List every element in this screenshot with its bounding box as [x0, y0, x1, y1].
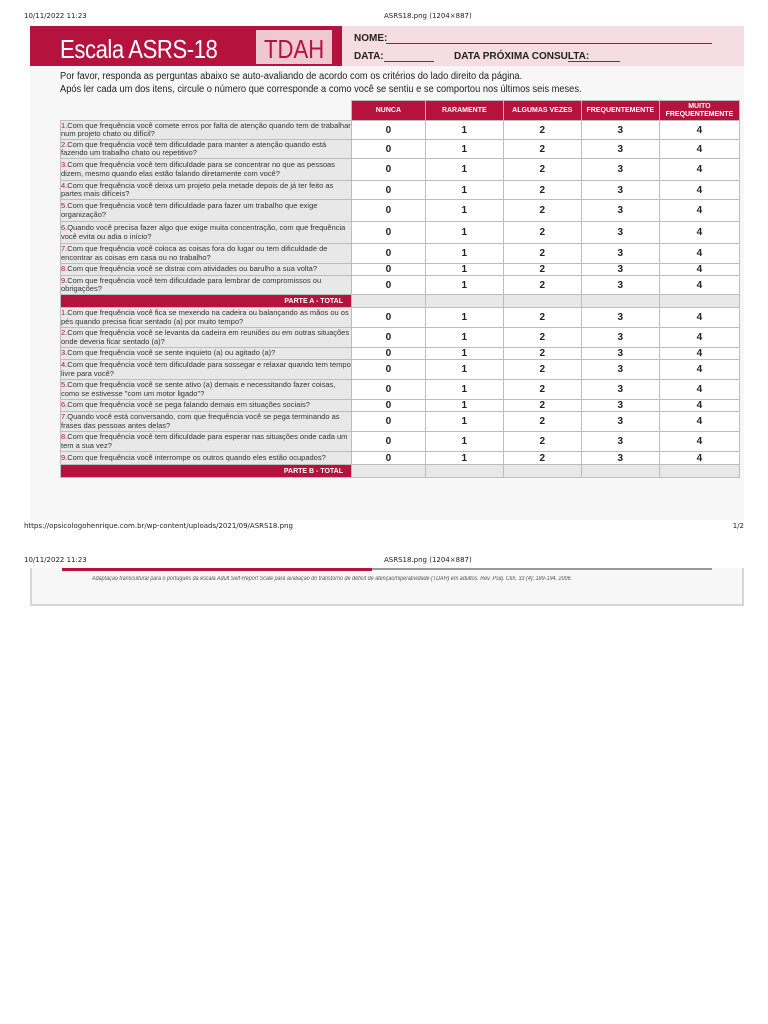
instructions — [60, 70, 740, 96]
question-row — [61, 181, 740, 200]
header-spacer — [61, 101, 352, 121]
score-option[interactable]: 1 — [425, 264, 503, 276]
score-option[interactable]: 1 — [425, 159, 503, 181]
score-option[interactable]: 1 — [425, 412, 503, 432]
score-option[interactable]: 0 — [352, 360, 426, 380]
score-option[interactable]: 4 — [659, 222, 739, 244]
question-row — [61, 244, 740, 264]
question-row — [61, 276, 740, 295]
question-row — [61, 308, 740, 328]
score-option[interactable]: 4 — [659, 276, 739, 295]
data-label: DATA: — [354, 51, 384, 62]
question-label: Com que frequência você comete erros por falta de atenção quando tem de trabalhar num projeto chato ou difícil? — [61, 120, 351, 138]
score-option[interactable]: 3 — [581, 348, 659, 360]
question-text — [61, 200, 352, 222]
question-label: Com que frequência você interrompe os outros quando eles estão ocupados? — [67, 452, 326, 462]
print-url: https://opsicologohenrique.com.br/wp-content/uploads/2021/09/ASRS18.png — [24, 522, 293, 530]
score-option[interactable]: 3 — [581, 412, 659, 432]
score-option[interactable]: 3 — [581, 400, 659, 412]
question-number: 3. — [61, 160, 68, 169]
score-option[interactable]: 2 — [503, 159, 581, 181]
total-cell[interactable] — [503, 465, 581, 478]
score-option[interactable]: 0 — [352, 432, 426, 452]
score-option[interactable]: 2 — [503, 244, 581, 264]
question-number: 9. — [61, 275, 68, 285]
score-option[interactable]: 2 — [503, 400, 581, 412]
question-number: 3. — [61, 348, 68, 358]
question-label: Com que frequência você tem dificuldade para sossegar e relaxar quando tem tempo livre para você? — [61, 360, 351, 378]
question-row — [61, 452, 740, 465]
score-option[interactable]: 0 — [352, 244, 426, 264]
score-option[interactable]: 2 — [503, 140, 581, 159]
score-option[interactable]: 2 — [503, 222, 581, 244]
score-option[interactable]: 3 — [581, 121, 659, 140]
score-option[interactable]: 4 — [659, 181, 739, 200]
score-option[interactable]: 4 — [659, 264, 739, 276]
part-b-total-row — [61, 465, 740, 478]
question-text — [61, 380, 352, 400]
score-option[interactable]: 0 — [352, 400, 426, 412]
score-option[interactable]: 4 — [659, 400, 739, 412]
total-cell[interactable] — [659, 295, 739, 308]
col-muito-frequentemente: MUITO FREQUENTEMENTE — [659, 101, 739, 121]
score-option[interactable]: 4 — [659, 412, 739, 432]
print-doc-title: ASRS18.png (1204×887) — [384, 12, 472, 20]
score-option[interactable]: 1 — [425, 181, 503, 200]
question-number: 9. — [61, 452, 68, 462]
question-label: Com que frequência você se sente inquieto (a) ou agitado (a)? — [67, 348, 276, 358]
header-row — [61, 101, 740, 121]
red-divider — [62, 568, 372, 571]
score-option[interactable]: 0 — [352, 452, 426, 465]
question-text — [61, 140, 352, 159]
score-option[interactable]: 3 — [581, 432, 659, 452]
asrs-table — [60, 100, 740, 478]
question-label: Com que frequência você tem dificuldade para esperar nas situações onde cada um tem a sua vez? — [61, 432, 348, 450]
total-cell[interactable] — [425, 295, 503, 308]
question-number: 8. — [61, 432, 68, 441]
question-number: 8. — [61, 264, 68, 274]
col-raramente: RARAMENTE — [425, 101, 503, 121]
score-option[interactable]: 4 — [659, 432, 739, 452]
question-label: Com que frequência você deixa um projeto pela metade depois de já ter feito as partes mais difíceis? — [61, 180, 334, 198]
question-number: 7. — [61, 244, 68, 253]
question-text — [61, 432, 352, 452]
question-row — [61, 328, 740, 348]
score-option[interactable]: 4 — [659, 348, 739, 360]
question-number: 4. — [61, 360, 68, 369]
score-option[interactable]: 3 — [581, 222, 659, 244]
score-option[interactable]: 2 — [503, 380, 581, 400]
question-label: Com que frequência você coloca as coisas fora do lugar ou tem dificuldade de encontrar as coisas em casa ou no trabalho? — [61, 244, 328, 262]
score-option[interactable]: 4 — [659, 328, 739, 348]
total-cell[interactable] — [581, 465, 659, 478]
score-option[interactable]: 3 — [581, 264, 659, 276]
total-cell[interactable] — [659, 465, 739, 478]
instructions-line-2: Após ler cada um dos itens, circule o número que corresponde a como você se sentiu e se comportou nos últimos seis meses. — [60, 84, 582, 95]
question-text — [61, 121, 352, 140]
question-text — [61, 348, 352, 360]
score-option[interactable]: 4 — [659, 452, 739, 465]
score-option[interactable]: 2 — [503, 121, 581, 140]
instructions-line-1: Por favor, responda as perguntas abaixo se auto-avaliando de acordo com os critérios do lado direito da página. — [60, 71, 523, 82]
question-text — [61, 308, 352, 328]
score-option[interactable]: 3 — [581, 276, 659, 295]
score-option[interactable]: 0 — [352, 140, 426, 159]
question-text — [61, 222, 352, 244]
question-label: Com que frequência você se pega falando demais em situações sociais? — [67, 400, 310, 410]
total-cell[interactable] — [503, 295, 581, 308]
score-option[interactable]: 4 — [659, 380, 739, 400]
asrs-form-sheet — [30, 26, 744, 520]
score-option[interactable]: 1 — [425, 432, 503, 452]
question-label: Com que frequência você tem dificuldade para se concentrar no que as pessoas dizem, mesmo quando elas estão falando diretamente com você? — [61, 160, 335, 178]
total-cell[interactable] — [425, 465, 503, 478]
question-label: Com que frequência você se distrai com atividades ou barulho a sua volta? — [67, 264, 317, 274]
score-option[interactable]: 2 — [503, 452, 581, 465]
score-option[interactable]: 0 — [352, 308, 426, 328]
question-row — [61, 159, 740, 181]
score-option[interactable]: 0 — [352, 222, 426, 244]
print-datetime: 10/11/2022 11:23 — [24, 556, 87, 564]
score-option[interactable]: 4 — [659, 121, 739, 140]
col-nunca: NUNCA — [352, 101, 426, 121]
score-option[interactable]: 1 — [425, 360, 503, 380]
score-option[interactable]: 2 — [503, 360, 581, 380]
score-option[interactable]: 3 — [581, 159, 659, 181]
data-field[interactable] — [384, 61, 434, 62]
score-option[interactable]: 0 — [352, 121, 426, 140]
total-cell[interactable] — [581, 295, 659, 308]
score-option[interactable]: 0 — [352, 412, 426, 432]
proxima-consulta-label: DATA PRÓXIMA CONSULTA: — [454, 51, 590, 62]
question-number: 2. — [61, 328, 68, 337]
score-option[interactable]: 4 — [659, 308, 739, 328]
question-row — [61, 140, 740, 159]
form-subtitle: TDAH — [264, 34, 325, 64]
question-number: 5. — [61, 380, 68, 389]
part-a-rows — [61, 121, 740, 295]
print-doc-title: ASRS18.png (1204×887) — [384, 556, 472, 564]
score-option[interactable]: 3 — [581, 380, 659, 400]
score-option[interactable]: 2 — [503, 412, 581, 432]
question-text — [61, 452, 352, 465]
total-cell[interactable] — [352, 295, 426, 308]
score-option[interactable]: 1 — [425, 276, 503, 295]
question-text — [61, 328, 352, 348]
score-option[interactable]: 2 — [503, 308, 581, 328]
question-text — [61, 244, 352, 264]
question-text — [61, 181, 352, 200]
score-option[interactable]: 2 — [503, 432, 581, 452]
question-text — [61, 412, 352, 432]
score-option[interactable]: 1 — [425, 308, 503, 328]
score-option[interactable]: 0 — [352, 264, 426, 276]
question-text — [61, 360, 352, 380]
score-option[interactable]: 0 — [352, 276, 426, 295]
score-option[interactable]: 3 — [581, 140, 659, 159]
question-row — [61, 264, 740, 276]
score-option[interactable]: 0 — [352, 200, 426, 222]
score-option[interactable]: 4 — [659, 244, 739, 264]
score-option[interactable]: 3 — [581, 328, 659, 348]
print-datetime: 10/11/2022 11:23 — [24, 12, 87, 20]
question-row — [61, 412, 740, 432]
question-number: 6. — [61, 223, 68, 232]
score-option[interactable]: 2 — [503, 328, 581, 348]
question-text — [61, 276, 352, 295]
part-b-rows — [61, 308, 740, 465]
question-text — [61, 264, 352, 276]
question-row — [61, 348, 740, 360]
form-sheet-continuation — [30, 568, 744, 606]
question-row — [61, 222, 740, 244]
score-option[interactable]: 0 — [352, 181, 426, 200]
print-page-number: 1/2 — [732, 522, 744, 530]
question-label: Com que frequência você se levanta da cadeira em reuniões ou em outras situações onde deveria ficar sentado (a)? — [61, 328, 350, 346]
score-option[interactable]: 3 — [581, 452, 659, 465]
score-option[interactable]: 4 — [659, 360, 739, 380]
question-label: Com que frequência você tem dificuldade para fazer um trabalho que exige organização? — [61, 201, 318, 219]
question-text — [61, 400, 352, 412]
score-option[interactable]: 1 — [425, 222, 503, 244]
score-option[interactable]: 2 — [503, 181, 581, 200]
score-option[interactable]: 1 — [425, 452, 503, 465]
question-number: 4. — [61, 180, 68, 190]
question-row — [61, 360, 740, 380]
question-label: Com que frequência você se sente ativo (a) demais e necessitando fazer coisas, como se estivesse "com um motor ligado"? — [61, 380, 336, 398]
question-number: 1. — [61, 120, 68, 130]
score-option[interactable]: 3 — [581, 200, 659, 222]
proxima-consulta-field[interactable] — [568, 61, 620, 62]
question-number: 6. — [61, 400, 68, 410]
question-row — [61, 380, 740, 400]
score-option[interactable]: 1 — [425, 244, 503, 264]
score-option[interactable]: 2 — [503, 264, 581, 276]
question-text — [61, 159, 352, 181]
question-number: 1. — [61, 308, 68, 317]
question-label: Com que frequência você tem dificuldade para manter a atenção quando está fazendo um trabalho chato ou repetitivo? — [61, 139, 327, 157]
question-label: Com que frequência você fica se mexendo na cadeira ou balançando as mãos ou os pés quando precisa ficar sentado (a) por muito tempo? — [61, 308, 349, 326]
score-option[interactable]: 3 — [581, 360, 659, 380]
question-row — [61, 121, 740, 140]
question-number: 7. — [61, 412, 68, 421]
citation: Adaptação transcultural para o português da escala Adult Self-Report Scale para avaliação do transtorno de déficit de atenção/hiperatividade (TDAH) em adultos. Rev. Psiq. Clín. 33 (4); 189-194, 2006. — [92, 576, 572, 582]
nome-label: NOME: — [354, 33, 388, 44]
question-label: Quando você está conversando, com que frequência você se pega terminando as frases das pessoas antes delas? — [61, 412, 340, 430]
score-option[interactable]: 4 — [659, 159, 739, 181]
question-label: Com que frequência você tem dificuldade para lembrar de compromissos ou obrigações? — [61, 275, 322, 293]
score-option[interactable]: 2 — [503, 276, 581, 295]
question-label: Quando você precisa fazer algo que exige muita concentração, com que frequência você evita ou adia o início? — [61, 223, 346, 241]
score-option[interactable]: 1 — [425, 121, 503, 140]
col-algumas-vezes: ALGUMAS VEZES — [503, 101, 581, 121]
score-option[interactable]: 0 — [352, 348, 426, 360]
score-option[interactable]: 2 — [503, 200, 581, 222]
gray-divider — [372, 568, 712, 570]
question-number: 5. — [61, 201, 68, 210]
score-option[interactable]: 1 — [425, 400, 503, 412]
score-option[interactable]: 1 — [425, 140, 503, 159]
part-a-total-row — [61, 295, 740, 308]
score-option[interactable]: 2 — [503, 348, 581, 360]
col-frequentemente: FREQUENTEMENTE — [581, 101, 659, 121]
score-option[interactable]: 0 — [352, 328, 426, 348]
score-option[interactable]: 3 — [581, 244, 659, 264]
question-row — [61, 400, 740, 412]
total-cell[interactable] — [352, 465, 426, 478]
score-option[interactable]: 0 — [352, 159, 426, 181]
question-row — [61, 200, 740, 222]
score-option[interactable]: 3 — [581, 181, 659, 200]
question-number: 2. — [61, 139, 68, 149]
score-option[interactable]: 1 — [425, 348, 503, 360]
score-option[interactable]: 3 — [581, 308, 659, 328]
form-title: Escala ASRS-18 — [60, 34, 218, 64]
score-option[interactable]: 4 — [659, 140, 739, 159]
score-option[interactable]: 4 — [659, 200, 739, 222]
score-option[interactable]: 0 — [352, 380, 426, 400]
score-option[interactable]: 1 — [425, 328, 503, 348]
score-option[interactable]: 1 — [425, 200, 503, 222]
nome-field[interactable] — [386, 43, 712, 44]
question-row — [61, 432, 740, 452]
part-b-total-label: PARTE B - TOTAL — [61, 465, 352, 478]
score-option[interactable]: 1 — [425, 380, 503, 400]
part-a-total-label: PARTE A - TOTAL — [61, 295, 352, 308]
